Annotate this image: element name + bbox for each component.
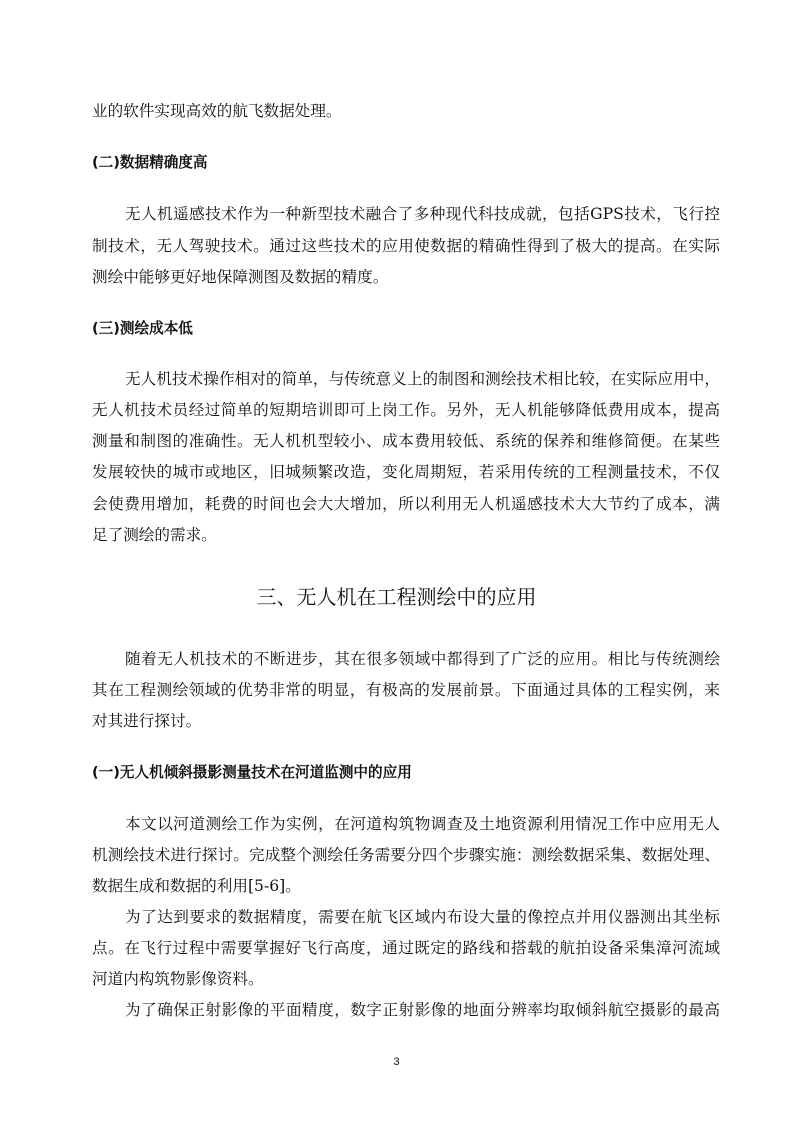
paragraph-line: 河道内构筑物影像资料。 bbox=[92, 970, 264, 988]
paragraph-line: 为了确保正射影像的平面精度，数字正射影像的地面分辨率均取倾斜航空摄影的最高 bbox=[125, 1001, 720, 1019]
paragraph-line: 其在工程测绘领域的优势非常的明显，有极高的发展前景。下面通过具体的工程实例，来 bbox=[92, 681, 720, 699]
paragraph-continuation-line: 业的软件实现高效的航飞数据处理。 bbox=[92, 102, 342, 120]
paragraph-line: 对其进行探讨。 bbox=[92, 712, 202, 730]
paragraph-line: 无人机技术操作相对的简单，与传统意义上的制图和测绘技术相比较，在实际应用中， bbox=[125, 370, 720, 388]
paragraph-line: 制技术，无人驾驶技术。通过这些技术的应用使数据的精确性得到了极大的提高。在实际 bbox=[92, 237, 720, 255]
section-title: 三、无人机在工程测绘中的应用 bbox=[256, 585, 537, 609]
paragraph-line: 发展较快的城市或地区，旧城频繁改造，变化周期短，若采用传统的工程测量技术，不仅 bbox=[92, 463, 720, 481]
paragraph-line: 无人机遥感技术作为一种新型技术融合了多种现代科技成就，包括GPS技术，飞行控 bbox=[125, 205, 720, 223]
paragraph-line: 会使费用增加，耗费的时间也会大大增加，所以利用无人机遥感技术大大节约了成本，满 bbox=[92, 495, 720, 513]
paragraph-line: 无人机技术员经过简单的短期培训即可上岗工作。另外，无人机能够降低费用成本，提高 bbox=[92, 401, 720, 419]
paragraph-line: 随着无人机技术的不断进步，其在很多领域中都得到了广泛的应用。相比与传统测绘 bbox=[125, 650, 720, 668]
paragraph-line: 数据生成和数据的利用[5-6]。 bbox=[92, 877, 301, 895]
subheading-data-precision: (二)数据精确度高 bbox=[92, 154, 208, 171]
paragraph-line: 机测绘技术进行探讨。完成整个测绘任务需要分四个步骤实施：测绘数据采集、数据处理、 bbox=[92, 846, 720, 864]
paragraph-line: 测量和制图的准确性。无人机机型较小、成本费用较低、系统的保养和维修简便。在某些 bbox=[92, 432, 720, 450]
page-number: 3 bbox=[393, 1056, 400, 1068]
subheading-low-cost: (三)测绘成本低 bbox=[92, 320, 193, 337]
paragraph-line: 足了测绘的需求。 bbox=[92, 526, 217, 544]
paragraph-line: 为了达到要求的数据精度，需要在航飞区域内布设大量的像控点并用仪器测出其坐标 bbox=[125, 908, 720, 926]
paragraph-line: 本文以河道测绘工作为实例，在河道构筑物调查及土地资源利用情况工作中应用无人 bbox=[125, 815, 720, 833]
paragraph-line: 点。在飞行过程中需要掌握好飞行高度，通过既定的路线和搭载的航拍设备采集漳河流域 bbox=[92, 939, 720, 957]
subheading-river-monitoring: (一)无人机倾斜摄影测量技术在河道监测中的应用 bbox=[92, 764, 412, 781]
paragraph-line: 测绘中能够更好地保障测图及数据的精度。 bbox=[92, 268, 389, 286]
